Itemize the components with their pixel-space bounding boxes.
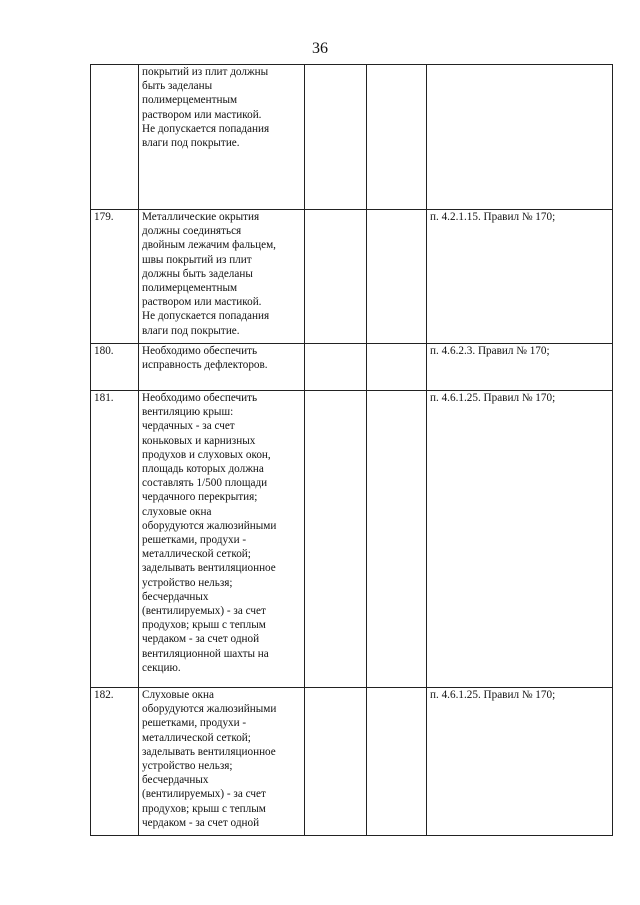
page-number: 36 xyxy=(312,40,328,57)
reference-cell xyxy=(427,65,613,210)
requirement-line: вентиляцию крыш: xyxy=(142,406,234,419)
requirement-line: (вентилируемых) - за счет xyxy=(142,788,266,801)
requirements-table xyxy=(90,64,613,836)
requirement-line: должны быть заделаны xyxy=(142,267,253,280)
table-row xyxy=(91,65,613,210)
empty-cell xyxy=(305,210,367,344)
requirement-line: устройство нельзя; xyxy=(142,760,233,773)
empty-cell xyxy=(305,391,367,688)
requirement-line: чердачных - за счет xyxy=(142,420,235,433)
requirement-line: металлической сеткой; xyxy=(142,548,251,561)
requirement-line: Необходимо обеспечить xyxy=(142,392,258,404)
requirement-line: чердаком - за счет одной xyxy=(142,816,260,829)
requirement-line: раствором или мастикой. xyxy=(142,296,262,309)
requirement-text-cell xyxy=(139,391,305,688)
requirement-line: продухов и слуховых окон, xyxy=(142,448,271,461)
requirement-line: быть заделаны xyxy=(142,80,213,93)
requirement-line: Не допускается попадания xyxy=(142,310,270,323)
requirement-line: двойным лежачим фальцем, xyxy=(142,239,276,252)
requirement-line: полимерцементным xyxy=(142,282,238,295)
requirement-line: секцию. xyxy=(142,661,181,674)
requirement-line: продухов; крыш с теплым xyxy=(142,802,266,815)
requirement-line: устройство нельзя; xyxy=(142,576,233,589)
requirement-line: бесчердачных xyxy=(142,590,209,603)
row-number-cell: 179. xyxy=(91,210,139,344)
reference-cell: п. 4.6.1.25. Правил № 170; xyxy=(427,688,613,836)
reference-cell: п. 4.6.1.25. Правил № 170; xyxy=(427,391,613,688)
empty-cell xyxy=(367,65,427,210)
requirement-line: продухов; крыш с теплым xyxy=(142,619,266,632)
requirement-line: раствором или мастикой. xyxy=(142,108,262,121)
requirement-line: бесчердачных xyxy=(142,774,209,787)
requirement-line: решетками, продухи - xyxy=(142,717,247,730)
reference-cell: п. 4.6.2.3. Правил № 170; xyxy=(427,344,613,391)
row-number-cell: 181. xyxy=(91,391,139,688)
requirement-text-cell xyxy=(139,344,305,391)
requirement-line: вентиляционной шахты на xyxy=(142,647,269,660)
empty-cell xyxy=(305,688,367,836)
requirement-line: Не допускается попадания xyxy=(142,122,270,135)
requirement-line: чердаком - за счет одной xyxy=(142,633,260,646)
row-number-cell: 182. xyxy=(91,688,139,836)
requirement-line: площадь которых должна xyxy=(142,463,264,476)
requirement-line: Необходимо обеспечить xyxy=(142,345,258,357)
requirement-line: Металлические окрытия xyxy=(142,211,260,223)
empty-cell xyxy=(367,391,427,688)
requirement-line: оборудуются жалюзийными xyxy=(142,519,277,532)
requirement-line: должны соединяться xyxy=(142,225,242,238)
table-row xyxy=(91,391,613,688)
requirement-text-cell xyxy=(139,65,305,210)
empty-cell xyxy=(305,344,367,391)
requirement-line: металлической сеткой; xyxy=(142,731,251,744)
requirement-line: (вентилируемых) - за счет xyxy=(142,605,266,618)
requirement-line: составлять 1/500 площади xyxy=(142,477,268,490)
requirement-line: Слуховые окна xyxy=(142,689,214,701)
requirement-line: влаги под покрытие. xyxy=(142,137,240,150)
requirement-text-cell xyxy=(139,210,305,344)
empty-cell xyxy=(305,65,367,210)
requirement-line: оборудуются жалюзийными xyxy=(142,703,277,716)
empty-cell xyxy=(367,210,427,344)
requirement-line: слуховые окна xyxy=(142,505,212,518)
row-number-cell: 180. xyxy=(91,344,139,391)
requirement-line: решетками, продухи - xyxy=(142,534,247,547)
empty-cell xyxy=(367,344,427,391)
requirement-line: влаги под покрытие. xyxy=(142,324,240,337)
requirement-text-cell xyxy=(139,688,305,836)
requirement-line: исправность дефлекторов. xyxy=(142,359,268,372)
row-number-cell xyxy=(91,65,139,210)
requirement-line: покрытий из плит должны xyxy=(142,66,269,78)
requirement-line: заделывать вентиляционное xyxy=(142,562,276,575)
requirement-line: швы покрытий из плит xyxy=(142,253,252,266)
requirement-line: заделывать вентиляционное xyxy=(142,745,276,758)
table-row xyxy=(91,210,613,344)
table-row xyxy=(91,688,613,836)
requirement-line: полимерцементным xyxy=(142,94,238,107)
reference-cell: п. 4.2.1.15. Правил № 170; xyxy=(427,210,613,344)
empty-cell xyxy=(367,688,427,836)
requirement-line: чердачного перекрытия; xyxy=(142,491,258,504)
table-row xyxy=(91,344,613,391)
requirement-line: коньковых и карнизных xyxy=(142,434,256,447)
